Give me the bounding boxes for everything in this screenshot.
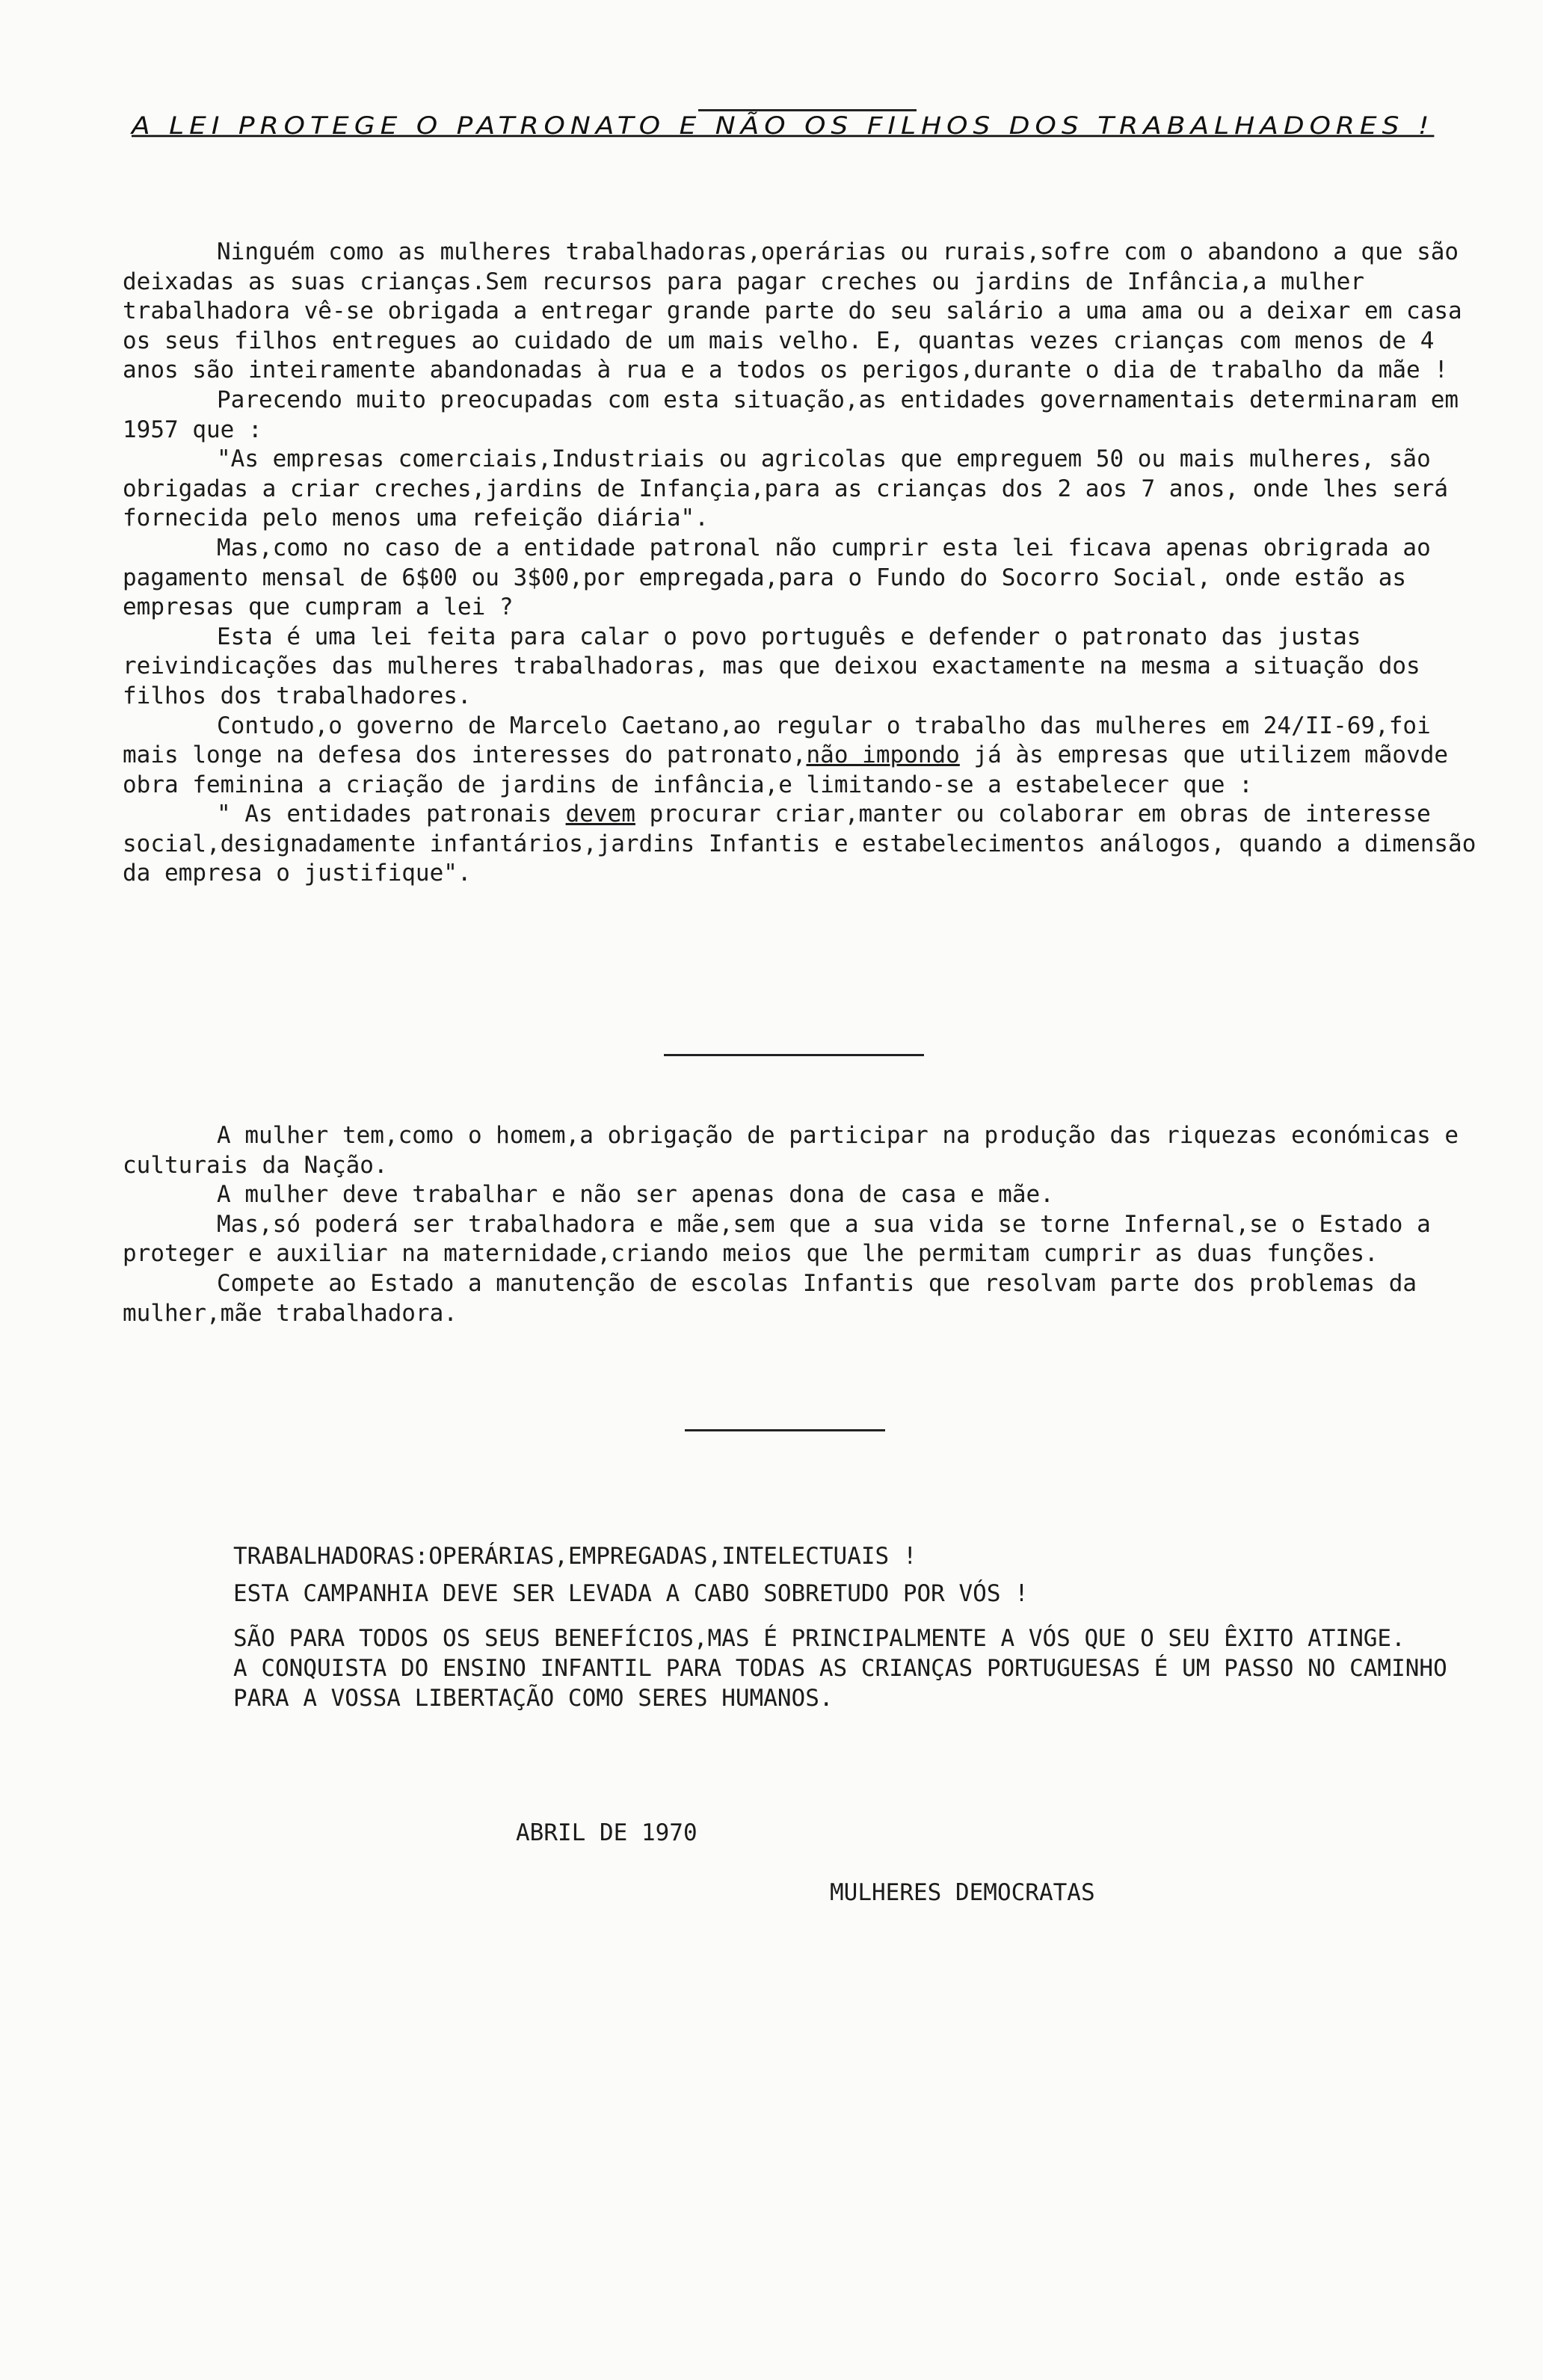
quote-1969-law [123, 800, 1498, 889]
appeal-conquest: A CONQUISTA DO ENSINO INFANTIL PARA TODAS AS CRIANÇAS PORTUGUESAS É UM PASSO NO CAMINHO PARA A VOSSA LIBERTAÇÃO COMO SERES HUMANOS. [233, 1655, 1447, 1712]
middle-divider [664, 1054, 924, 1056]
paragraph-lei-povo: Esta é uma lei feita para calar o povo português e defender o patronato das justas reivindicações das mulheres trabalhadoras, mas que deixou exactamente na mesma a situação dos filhos dos trabalhadores. [123, 623, 1420, 709]
paragraph-escolas-infantis: Compete ao Estado a manutenção de escolas Infantis que resolvam parte dos problemas da mulher,mãe trabalhadora. [123, 1269, 1417, 1327]
section-three [233, 1541, 1459, 1713]
paragraph-obrigacao: A mulher tem,como o homem,a obrigação de participar na produção das riquezas económicas e culturais da Nação. [123, 1122, 1459, 1179]
section-two [123, 1121, 1498, 1328]
top-divider [698, 109, 917, 111]
quote2-text-after: procurar criar,manter ou colaborar em obras de interesse social,designadamente infantários,jardins Infantis e estabelecimentos análogos, quando a dimensão da empresa o justifique". [123, 801, 1476, 887]
document-date: ABRIL DE 1970 [516, 1819, 697, 1846]
appeal-workers: TRABALHADORAS:OPERÁRIAS,EMPREGADAS,INTELECTUAIS ! [233, 1543, 917, 1570]
paragraph-1957: Parecendo muito preocupadas com esta situação,as entidades governamentais determinaram em 1957 que : [123, 386, 1459, 443]
paragraph-fundo-socorro: Mas,como no caso de a entidade patronal não cumprir esta lei ficava apenas obrigrada ao pagamento mensal de 6$00 ou 3$00,por empregada,para o Fundo do Socorro Social, onde estão as empresas que cumpram a lei ? [123, 534, 1431, 621]
quote2-text-before: " As entidades patronais [217, 801, 566, 828]
lower-divider [685, 1429, 885, 1431]
caetano-underlined-phrase: não impondo [806, 742, 960, 769]
paragraph-maternidade: Mas,só poderá ser trabalhadora e mãe,sem que a sua vida se torne Infernal,se o Estado a proteger e auxiliar na maternidade,criando meios que lhe permitam cumprir as duas funções. [123, 1210, 1431, 1268]
appeal-campaign: ESTA CAMPANHIA DEVE SER LEVADA A CABO SOBRETUDO POR VÓS ! [233, 1580, 1029, 1607]
quote-1957-law: "As empresas comerciais,Industriais ou agricolas que empreguem 50 ou mais mulheres, são obrigadas a criar creches,jardins de Infançia,para as crianças dos 2 aos 7 anos, onde lhes será fornecida pelo menos uma refeição diária". [123, 446, 1449, 532]
paragraph-dona-de-casa: A mulher deve trabalhar e não ser apenas dona de casa e mãe. [217, 1181, 1054, 1209]
paragraph-abandono: Ninguém como as mulheres trabalhadoras,operárias ou rurais,sofre com o abandono a que são deixadas as suas crianças.Sem recursos para pagar creches ou jardins de Infância,a mulher trabalhadora vê-se obrigada a entregar grande parte do seu salário a uma ama ou a deixar em casa os seus filhos entregues ao cuidado de um mais velho. E, quantas vezes crianças com menos de 4 anos são inteiramente abandonadas à rua e a todos os perigos,durante o dia de trabalho da mãe ! [123, 238, 1462, 384]
document-title: A LEI PROTEGE O PATRONATO E NÃO OS FILHOS DOS TRABALHADORES ! [132, 112, 1435, 140]
paragraph-caetano [123, 712, 1498, 801]
document-signature: MULHERES DEMOCRATAS [830, 1879, 1095, 1906]
caetano-text-before: Contudo,o governo de Marcelo Caetano,ao regular o trabalho das mulheres em 24/II-69,foi mais longe na defesa dos interesses do patronato, [123, 712, 1431, 769]
appeal-benefits: SÃO PARA TODOS OS SEUS BENEFÍCIOS,MAS É PRINCIPALMENTE A VÓS QUE O SEU ÊXITO ATINGE. [233, 1625, 1405, 1652]
quote2-underlined-word: devem [565, 801, 635, 828]
section-one [123, 238, 1498, 889]
caetano-text-after: já às empresas que utilizem mãovde obra feminina a criação de jardins de infância,e limitando-se a estabelecer que : [123, 742, 1449, 798]
